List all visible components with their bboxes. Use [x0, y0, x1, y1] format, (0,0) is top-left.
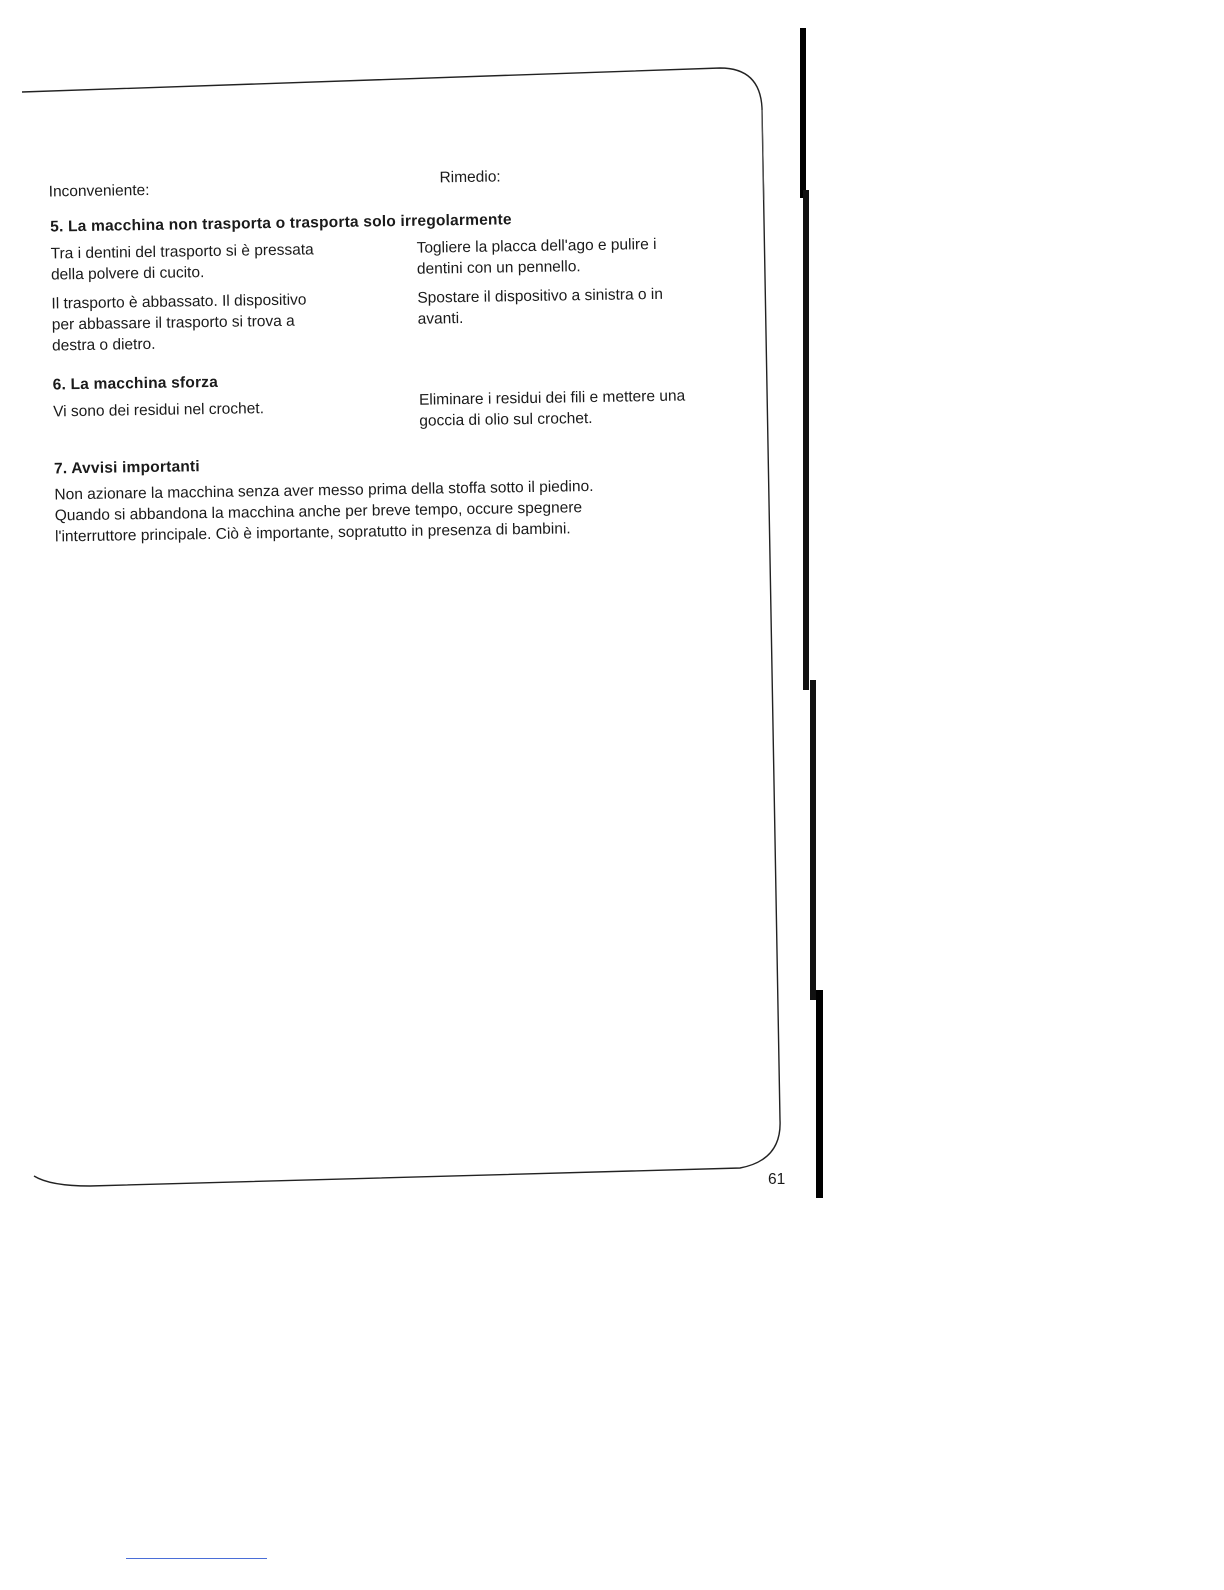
- section-7-body-line-3: l'interruttore principale. Ciò è importante, sopratutto in presenza di bambini.: [54, 520, 571, 546]
- section-7-body-line-2: Quando si abbandona la macchina anche per breve tempo, occure spegnere: [54, 499, 583, 525]
- section-5-remedy-2-line-1: Spostare il dispositivo a sinistra o in: [417, 285, 664, 307]
- section-5-remedy-1-line-2: dentini con un pennello.: [416, 258, 581, 278]
- section-7-title: 7. Avvisi importanti: [53, 458, 200, 478]
- section-7-body-line-1: Non azionare la macchina senza aver messo prima della stoffa sotto il piedino.: [54, 477, 594, 504]
- section-5-remedy-1-line-1: Togliere la placca dell'ago e pulire i: [416, 235, 657, 257]
- section-5-problem-1-line-1: Tra i dentini del trasporto si è pressata: [50, 241, 314, 263]
- column-header-remedy: Rimedio:: [439, 168, 501, 187]
- section-5-remedy-2-line-2: avanti.: [417, 309, 464, 328]
- section-6-remedy-1-line-2: goccia di olio sul crochet.: [419, 409, 593, 430]
- section-5-problem-2-line-3: destra o dietro.: [51, 335, 156, 355]
- page-number: 61: [768, 1171, 786, 1188]
- section-6-problem-1: Vi sono dei residui nel crochet.: [53, 400, 265, 421]
- section-5-problem-1-line-2: della polvere di cucito.: [50, 264, 205, 284]
- column-header-problem: Inconveniente:: [48, 181, 150, 201]
- section-5-problem-2-line-2: per abbassare il trasporto si trova a: [51, 312, 295, 334]
- section-5-title: 5. La macchina non trasporta o trasporta solo irregolarmente: [50, 211, 512, 236]
- section-6-title: 6. La macchina sforza: [52, 373, 219, 394]
- divider: [126, 1558, 267, 1559]
- section-5-problem-2-line-1: Il trasporto è abbassato. Il dispositivo: [51, 291, 307, 313]
- section-6-remedy-1-line-1: Eliminare i residui dei fili e mettere una: [418, 387, 686, 409]
